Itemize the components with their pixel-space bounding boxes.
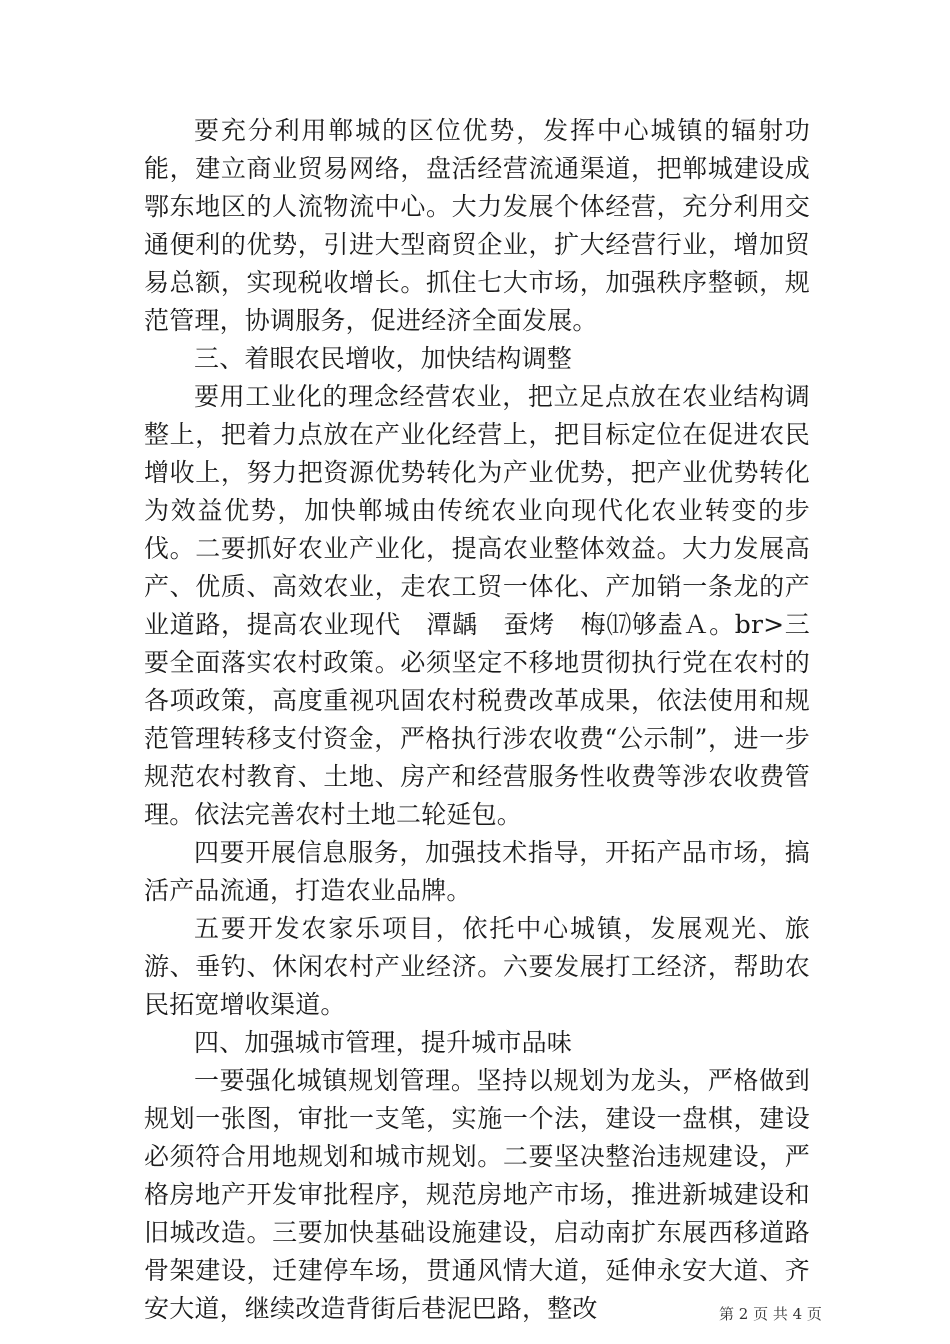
- page-number-footer: 第 2 页 共 4 页: [719, 1305, 822, 1323]
- document-body: [144, 112, 810, 1328]
- paragraph-urban-planning: 一要强化城镇规划管理。坚持以规划为龙头，严格做到规划一张图，审批一支笔，实施一个法，建设一盘棋，建设必须符合用地规划和城市规划。二要坚决整治违规建设，严格房地产开发审批程序，规范房地产市场，推进新城建设和旧城改造。三要加快基础设施建设，启动南扩东展西移道路骨架建设，迁建停车场，贯通风情大道，延伸永安大道、齐安大道，继续改造背街后巷泥巴路，整改: [144, 1066, 810, 1323]
- paragraph-agriculture: 要用工业化的理念经营农业，把立足点放在农业结构调整上，把着力点放在产业化经营上，把目标定位在促进农民增收上，努力把资源优势转化为产业优势，把产业优势转化为效益优势，加快郸城由传统农业向现代化农业转变的步伐。二要抓好农业产业化，提高农业整体效益。大力发展高产、优质、高效农业，走农工贸一体化、产加销一条龙的产业道路，提高农业现代 潭龋 蚕烤 梅⒄够盍Ａ。br>三要全面落实农村政策。必须坚定不移地贯彻执行党在农村的各项政策，高度重视巩固农村税费改革成果，依法使用和规范管理转移支付资金，严格执行涉农收费“公示制”，进一步规范农村教育、土地、房产和经营服务性收费等涉农收费管理。依法完善农村土地二轮延包。: [144, 382, 810, 829]
- paragraph-commerce: 要充分利用郸城的区位优势，发挥中心城镇的辐射功能，建立商业贸易网络，盘活经营流通渠道，把郸城建设成鄂东地区的人流物流中心。大力发展个体经营，充分利用交通便利的优势，引进大型商贸企业，扩大经营行业，增加贸易总额，实现税收增长。抓住七大市场，加强秩序整顿，规范管理，协调服务，促进经济全面发展。: [144, 116, 810, 335]
- section-heading-three: 三、着眼农民增收，加快结构调整: [194, 344, 573, 373]
- paragraph-agritourism: 五要开发农家乐项目，依托中心城镇，发展观光、旅游、垂钓、休闲农村产业经济。六要发展打工经济，帮助农民拓宽增收渠道。: [144, 914, 810, 1019]
- paragraph-information-services: 四要开展信息服务，加强技术指导，开拓产品市场，搞活产品流通，打造农业品牌。: [144, 838, 810, 905]
- section-heading-four: 四、加强城市管理，提升城市品味: [194, 1028, 573, 1057]
